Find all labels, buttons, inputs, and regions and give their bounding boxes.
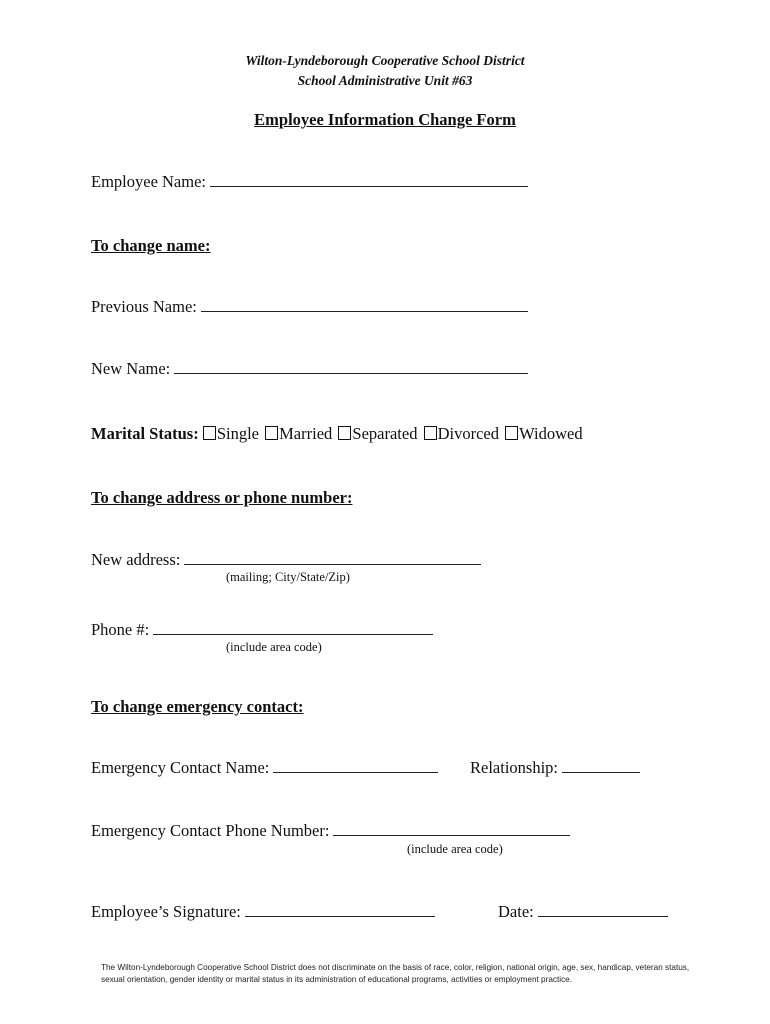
new-address-hint: (mailing; City/State/Zip) bbox=[226, 570, 350, 584]
relationship-label: Relationship: bbox=[470, 758, 558, 777]
signature-row bbox=[91, 902, 435, 922]
nondiscrimination-notice bbox=[101, 962, 689, 986]
employee-name-row bbox=[91, 172, 528, 192]
previous-name-row bbox=[91, 297, 528, 317]
emergency-name-field[interactable] bbox=[273, 758, 438, 773]
emergency-phone-label: Emergency Contact Phone Number: bbox=[91, 821, 330, 840]
new-name-field[interactable] bbox=[174, 359, 528, 374]
signature-field[interactable] bbox=[245, 902, 435, 917]
phone-hint: (include area code) bbox=[226, 640, 322, 654]
checkbox-icon[interactable] bbox=[424, 426, 437, 440]
section-change-address: To change address or phone number: bbox=[91, 488, 353, 507]
checkbox-icon[interactable] bbox=[505, 426, 518, 440]
section-change-name: To change name: bbox=[91, 236, 211, 255]
emergency-phone-hint: (include area code) bbox=[407, 842, 503, 856]
phone-label: Phone #: bbox=[91, 620, 150, 639]
signature-label: Employee’s Signature: bbox=[91, 902, 241, 921]
employee-name-label: Employee Name: bbox=[91, 172, 207, 191]
marital-option-separated[interactable]: Separated bbox=[338, 424, 417, 443]
checkbox-icon[interactable] bbox=[338, 426, 351, 440]
phone-row bbox=[91, 620, 433, 640]
section-change-emergency: To change emergency contact: bbox=[91, 697, 304, 716]
previous-name-field[interactable] bbox=[201, 297, 528, 312]
employee-name-field[interactable] bbox=[210, 172, 528, 187]
date-label: Date: bbox=[498, 902, 534, 921]
checkbox-icon[interactable] bbox=[203, 426, 216, 440]
date-field[interactable] bbox=[538, 902, 668, 917]
administrative-unit: School Administrative Unit #63 bbox=[297, 73, 473, 88]
new-address-label: New address: bbox=[91, 550, 181, 569]
checkbox-icon[interactable] bbox=[265, 426, 278, 440]
emergency-phone-row bbox=[91, 821, 570, 841]
emergency-phone-field[interactable] bbox=[333, 821, 570, 836]
notice-line-2: sexual orientation, gender identity or marital status in its administration of educational programs, activities or employment practice. bbox=[101, 975, 573, 984]
new-address-row bbox=[91, 550, 481, 570]
marital-option-widowed[interactable]: Widowed bbox=[505, 424, 583, 443]
new-name-row bbox=[91, 359, 528, 379]
marital-option-divorced[interactable]: Divorced bbox=[424, 424, 499, 443]
notice-line-1: The Wilton-Lyndeborough Cooperative School District does not discriminate on the basis of race, color, religion, national origin, age, sex, handicap, veteran status, bbox=[101, 963, 690, 972]
previous-name-label: Previous Name: bbox=[91, 297, 197, 316]
date-row bbox=[498, 902, 668, 922]
new-address-field[interactable] bbox=[184, 550, 481, 565]
form-title: Employee Information Change Form bbox=[254, 110, 516, 129]
marital-status-label: Marital Status: bbox=[91, 424, 199, 443]
marital-option-married[interactable]: Married bbox=[265, 424, 332, 443]
marital-status-row bbox=[91, 424, 585, 444]
new-name-label: New Name: bbox=[91, 359, 171, 378]
relationship-field[interactable] bbox=[562, 758, 640, 773]
emergency-name-label: Emergency Contact Name: bbox=[91, 758, 270, 777]
emergency-contact-row bbox=[91, 758, 438, 778]
district-name: Wilton-Lyndeborough Cooperative School District bbox=[245, 53, 525, 68]
relationship-row bbox=[470, 758, 640, 778]
marital-option-single[interactable]: Single bbox=[203, 424, 259, 443]
phone-field[interactable] bbox=[153, 620, 433, 635]
